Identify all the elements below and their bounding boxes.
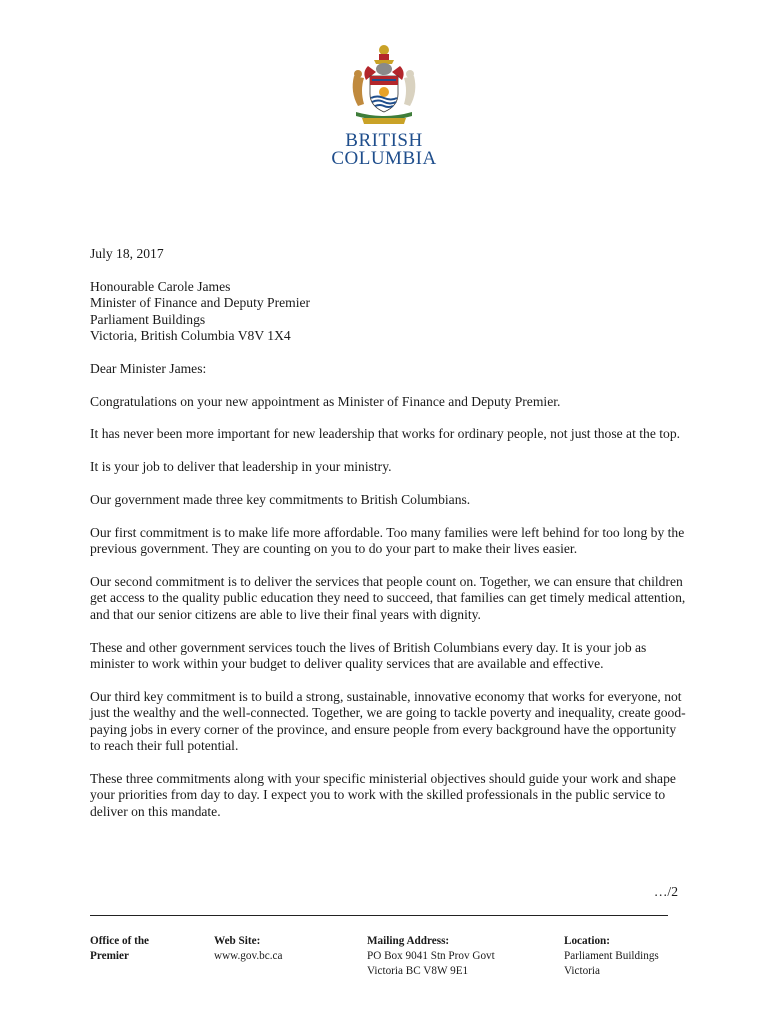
footer-mailing-line: Victoria BC V8W 9E1	[367, 965, 469, 977]
paragraph: It is your job to deliver that leadership in your ministry.	[90, 459, 392, 475]
footer-location-line: Parliament Buildings	[564, 950, 659, 962]
paragraph: Our third key commitment is to build a strong, sustainable, innovative economy that works for everyone, not just the wealthy and the well-connected. Together, we are going to tackle poverty and inequality, create good-paying jobs in every corner of the province, and ensure people from every background have the opportunity to reach their full potential.	[90, 688, 686, 754]
recipient-line: Honourable Carole James	[90, 278, 231, 294]
footer-office	[90, 934, 200, 964]
letter-body	[90, 246, 690, 836]
footer-office-label: Office of the	[90, 935, 150, 947]
footer-mailing-line: PO Box 9041 Stn Prov Govt	[367, 950, 495, 962]
footer-location	[564, 934, 704, 979]
paragraph: These and other government services touch the lives of British Columbians every day. It is your job as minister to work within your budget to deliver quality services that are available and effective.	[90, 639, 647, 672]
bc-government-logo	[330, 42, 438, 168]
logo-wordmark	[330, 132, 438, 168]
paragraph: It has never been more important for new leadership that works for ordinary people, not just those at the top.	[90, 426, 681, 442]
paragraph: Our first commitment is to make life more affordable. Too many families were left behind for too long by the previous government. They are counting on you to do your part to make their lives easier.	[90, 524, 685, 557]
recipient-line: Parliament Buildings	[90, 311, 206, 327]
paragraph: These three commitments along with your specific ministerial objectives should guide your work and shape your priorities from day to day. I expect you to work with the skilled professionals in the public service to deliver on this mandate.	[90, 770, 676, 819]
letter-date: July 18, 2017	[90, 246, 164, 261]
footer-mailing-label: Mailing Address:	[367, 935, 450, 947]
recipient-address	[90, 279, 690, 345]
paragraph: Our second commitment is to deliver the services that people count on. Together, we can ensure that children get access to the quality public education they need to succeed, that families can get timely medical attention, and that our senior citizens are able to live their final years with dignity.	[90, 574, 686, 622]
paragraph: Our government made three key commitments to British Columbians.	[90, 492, 471, 507]
footer-office-label-2: Premier	[90, 950, 129, 962]
footer-location-line: Victoria	[564, 965, 600, 977]
salutation: Dear Minister James:	[90, 360, 207, 376]
footer-website-label: Web Site:	[214, 935, 261, 947]
footer-website-link[interactable]: www.gov.bc.ca	[214, 950, 283, 962]
logo-line-columbia: COLUMBIA	[331, 148, 437, 169]
paragraph: Congratulations on your new appointment as Minister of Finance and Deputy Premier.	[90, 393, 561, 409]
logo-line-british: BRITISH	[345, 130, 423, 151]
footer-location-label: Location:	[564, 935, 610, 947]
footer-mailing-address	[367, 934, 547, 979]
footer-divider	[90, 915, 668, 916]
recipient-line: Minister of Finance and Deputy Premier	[90, 295, 311, 311]
recipient-line: Victoria, British Columbia V8V 1X4	[90, 328, 291, 344]
page-continuation-marker: …/2	[653, 884, 678, 899]
bc-coat-of-arms-icon	[342, 42, 426, 126]
footer-website	[214, 934, 354, 964]
